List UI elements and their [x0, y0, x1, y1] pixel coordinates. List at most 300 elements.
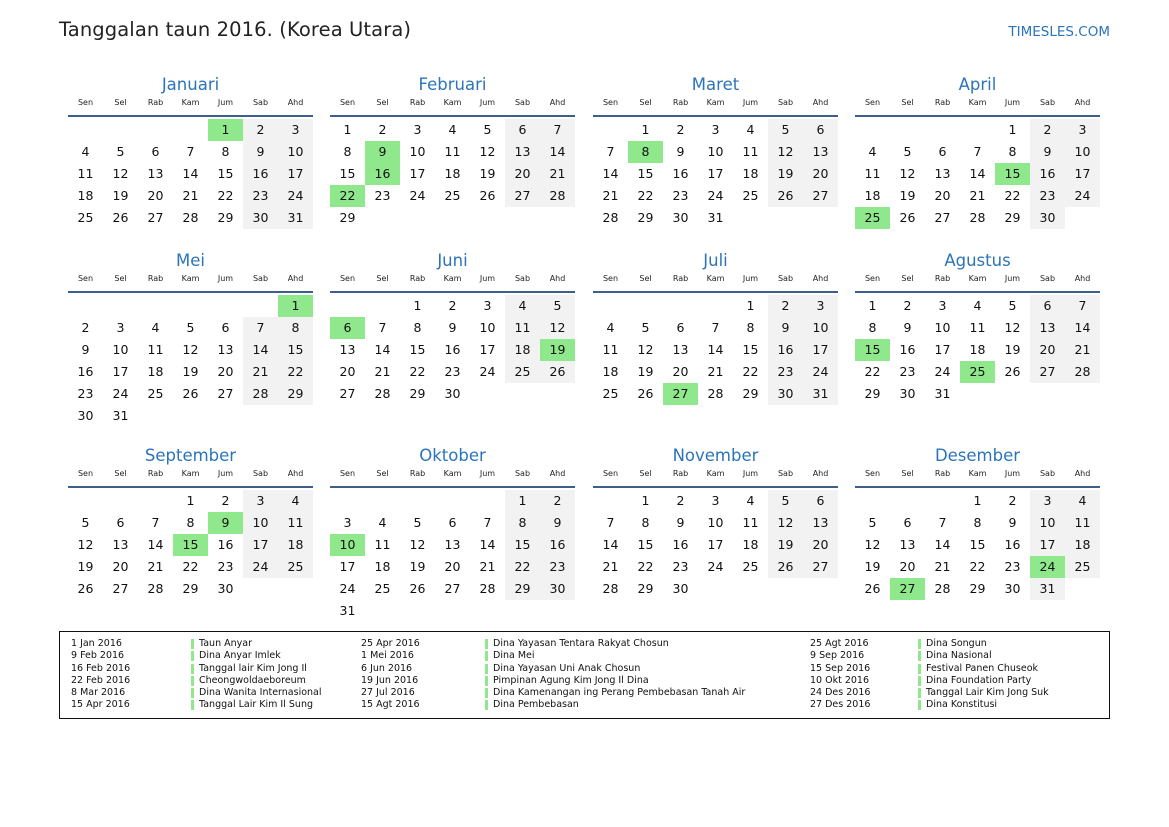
day-cell[interactable]: 10	[278, 141, 313, 163]
day-cell[interactable]: 31	[339, 603, 356, 618]
day-cell[interactable]: 7	[606, 515, 615, 530]
day-cell[interactable]: 14	[707, 342, 724, 357]
day-cell[interactable]: 22	[278, 361, 313, 383]
day-cell[interactable]: 8	[746, 320, 755, 335]
day-cell[interactable]: 17	[409, 166, 426, 181]
day-cell[interactable]: 4	[151, 320, 160, 335]
day-cell[interactable]: 2	[1008, 493, 1017, 508]
day-cell[interactable]: 28	[374, 386, 391, 401]
day-cell[interactable]: 5	[116, 144, 125, 159]
day-cell[interactable]: 20	[899, 559, 916, 574]
day-cell[interactable]: 11	[742, 144, 759, 159]
day-cell[interactable]: 19	[864, 559, 881, 574]
day-cell[interactable]: 2	[676, 493, 685, 508]
day-cell[interactable]: 29	[637, 581, 654, 596]
day-cell[interactable]: 29	[339, 210, 356, 225]
day-cell[interactable]: 27	[934, 210, 951, 225]
day-cell[interactable]: 21	[182, 188, 199, 203]
day-cell[interactable]: 13	[217, 342, 234, 357]
day-cell[interactable]: 15	[637, 537, 654, 552]
holiday-day-cell[interactable]: 9	[208, 512, 243, 534]
day-cell[interactable]: 30	[217, 581, 234, 596]
day-cell[interactable]: 20	[803, 163, 838, 185]
day-cell[interactable]: 17	[707, 537, 724, 552]
day-cell[interactable]: 1	[973, 493, 982, 508]
site-link[interactable]: TIMESLES.COM	[1008, 24, 1110, 40]
day-cell[interactable]: 25	[77, 210, 94, 225]
day-cell[interactable]: 8	[413, 320, 422, 335]
day-cell[interactable]: 24	[803, 361, 838, 383]
day-cell[interactable]: 7	[540, 119, 575, 141]
day-cell[interactable]: 7	[151, 515, 160, 530]
day-cell[interactable]: 20	[672, 364, 689, 379]
day-cell[interactable]: 25	[374, 581, 391, 596]
day-cell[interactable]: 23	[672, 188, 689, 203]
day-cell[interactable]: 31	[803, 383, 838, 405]
day-cell[interactable]: 4	[868, 144, 877, 159]
day-cell[interactable]: 8	[186, 515, 195, 530]
day-cell[interactable]: 25	[278, 556, 313, 578]
day-cell[interactable]: 17	[803, 339, 838, 361]
day-cell[interactable]: 25	[742, 188, 759, 203]
day-cell[interactable]: 21	[374, 364, 391, 379]
day-cell[interactable]: 16	[672, 166, 689, 181]
day-cell[interactable]: 26	[182, 386, 199, 401]
day-cell[interactable]: 8	[868, 320, 877, 335]
holiday-day-cell[interactable]: 16	[365, 163, 400, 185]
day-cell[interactable]: 12	[77, 537, 94, 552]
day-cell[interactable]: 3	[1030, 490, 1065, 512]
day-cell[interactable]: 23	[899, 364, 916, 379]
day-cell[interactable]: 9	[676, 515, 685, 530]
day-cell[interactable]: 18	[602, 364, 619, 379]
day-cell[interactable]: 28	[182, 210, 199, 225]
day-cell[interactable]: 23	[1004, 559, 1021, 574]
day-cell[interactable]: 21	[934, 559, 951, 574]
day-cell[interactable]: 16	[540, 534, 575, 556]
day-cell[interactable]: 15	[339, 166, 356, 181]
day-cell[interactable]: 30	[243, 207, 278, 229]
day-cell[interactable]: 6	[803, 119, 838, 141]
day-cell[interactable]: 4	[448, 122, 457, 137]
day-cell[interactable]: 21	[602, 188, 619, 203]
day-cell[interactable]: 25	[147, 386, 164, 401]
day-cell[interactable]: 28	[707, 386, 724, 401]
day-cell[interactable]: 13	[899, 537, 916, 552]
day-cell[interactable]: 26	[540, 361, 575, 383]
day-cell[interactable]: 26	[1004, 364, 1021, 379]
day-cell[interactable]: 30	[77, 408, 94, 423]
day-cell[interactable]: 30	[672, 210, 689, 225]
day-cell[interactable]: 24	[707, 559, 724, 574]
day-cell[interactable]: 3	[243, 490, 278, 512]
day-cell[interactable]: 6	[1030, 295, 1065, 317]
day-cell[interactable]: 1	[641, 122, 650, 137]
day-cell[interactable]: 26	[77, 581, 94, 596]
day-cell[interactable]: 18	[742, 537, 759, 552]
day-cell[interactable]: 8	[343, 144, 352, 159]
day-cell[interactable]: 26	[479, 188, 496, 203]
day-cell[interactable]: 13	[112, 537, 129, 552]
day-cell[interactable]: 19	[1004, 342, 1021, 357]
day-cell[interactable]: 21	[969, 188, 986, 203]
day-cell[interactable]: 29	[217, 210, 234, 225]
day-cell[interactable]: 24	[479, 364, 496, 379]
day-cell[interactable]: 18	[505, 339, 540, 361]
day-cell[interactable]: 19	[637, 364, 654, 379]
day-cell[interactable]: 11	[444, 144, 461, 159]
day-cell[interactable]: 24	[409, 188, 426, 203]
day-cell[interactable]: 23	[1030, 185, 1065, 207]
day-cell[interactable]: 30	[899, 386, 916, 401]
holiday-day-cell[interactable]: 15	[855, 339, 890, 361]
day-cell[interactable]: 27	[217, 386, 234, 401]
day-cell[interactable]: 16	[899, 342, 916, 357]
day-cell[interactable]: 29	[1004, 210, 1021, 225]
day-cell[interactable]: 27	[803, 556, 838, 578]
day-cell[interactable]: 18	[77, 188, 94, 203]
day-cell[interactable]: 4	[746, 493, 755, 508]
day-cell[interactable]: 17	[1030, 534, 1065, 556]
day-cell[interactable]: 14	[602, 537, 619, 552]
day-cell[interactable]: 20	[217, 364, 234, 379]
day-cell[interactable]: 21	[243, 361, 278, 383]
day-cell[interactable]: 22	[742, 364, 759, 379]
day-cell[interactable]: 3	[1065, 119, 1100, 141]
day-cell[interactable]: 31	[112, 408, 129, 423]
day-cell[interactable]: 12	[1004, 320, 1021, 335]
day-cell[interactable]: 22	[409, 364, 426, 379]
day-cell[interactable]: 31	[1030, 578, 1065, 600]
day-cell[interactable]: 17	[339, 559, 356, 574]
day-cell[interactable]: 20	[803, 534, 838, 556]
day-cell[interactable]: 16	[77, 364, 94, 379]
day-cell[interactable]: 11	[147, 342, 164, 357]
day-cell[interactable]: 29	[182, 581, 199, 596]
day-cell[interactable]: 13	[147, 166, 164, 181]
holiday-day-cell[interactable]: 24	[1030, 556, 1065, 578]
day-cell[interactable]: 8	[973, 515, 982, 530]
day-cell[interactable]: 10	[934, 320, 951, 335]
day-cell[interactable]: 20	[934, 188, 951, 203]
day-cell[interactable]: 28	[1065, 361, 1100, 383]
day-cell[interactable]: 30	[1030, 207, 1065, 229]
day-cell[interactable]: 31	[707, 210, 724, 225]
day-cell[interactable]: 6	[448, 515, 457, 530]
day-cell[interactable]: 21	[540, 163, 575, 185]
day-cell[interactable]: 2	[448, 298, 457, 313]
day-cell[interactable]: 22	[969, 559, 986, 574]
day-cell[interactable]: 25	[1065, 556, 1100, 578]
day-cell[interactable]: 11	[77, 166, 94, 181]
day-cell[interactable]: 7	[186, 144, 195, 159]
day-cell[interactable]: 2	[540, 490, 575, 512]
day-cell[interactable]: 21	[707, 364, 724, 379]
day-cell[interactable]: 16	[1030, 163, 1065, 185]
day-cell[interactable]: 20	[444, 559, 461, 574]
day-cell[interactable]: 19	[409, 559, 426, 574]
day-cell[interactable]: 23	[374, 188, 391, 203]
day-cell[interactable]: 27	[803, 185, 838, 207]
day-cell[interactable]: 23	[768, 361, 803, 383]
day-cell[interactable]: 9	[1008, 515, 1017, 530]
day-cell[interactable]: 16	[672, 537, 689, 552]
day-cell[interactable]: 9	[1030, 141, 1065, 163]
holiday-day-cell[interactable]: 25	[855, 207, 890, 229]
day-cell[interactable]: 9	[903, 320, 912, 335]
day-cell[interactable]: 1	[868, 298, 877, 313]
day-cell[interactable]: 28	[479, 581, 496, 596]
day-cell[interactable]: 11	[374, 537, 391, 552]
day-cell[interactable]: 2	[221, 493, 230, 508]
day-cell[interactable]: 19	[77, 559, 94, 574]
day-cell[interactable]: 14	[969, 166, 986, 181]
day-cell[interactable]: 12	[182, 342, 199, 357]
day-cell[interactable]: 2	[676, 122, 685, 137]
day-cell[interactable]: 10	[112, 342, 129, 357]
day-cell[interactable]: 20	[112, 559, 129, 574]
day-cell[interactable]: 22	[182, 559, 199, 574]
day-cell[interactable]: 5	[868, 515, 877, 530]
day-cell[interactable]: 10	[1065, 141, 1100, 163]
day-cell[interactable]: 4	[505, 295, 540, 317]
day-cell[interactable]: 14	[479, 537, 496, 552]
day-cell[interactable]: 20	[147, 188, 164, 203]
day-cell[interactable]: 28	[602, 581, 619, 596]
day-cell[interactable]: 30	[1004, 581, 1021, 596]
day-cell[interactable]: 19	[899, 188, 916, 203]
day-cell[interactable]: 16	[768, 339, 803, 361]
day-cell[interactable]: 29	[505, 578, 540, 600]
day-cell[interactable]: 18	[742, 166, 759, 181]
day-cell[interactable]: 7	[243, 317, 278, 339]
day-cell[interactable]: 22	[217, 188, 234, 203]
day-cell[interactable]: 18	[864, 188, 881, 203]
day-cell[interactable]: 26	[899, 210, 916, 225]
day-cell[interactable]: 18	[444, 166, 461, 181]
day-cell[interactable]: 23	[217, 559, 234, 574]
day-cell[interactable]: 23	[243, 185, 278, 207]
day-cell[interactable]: 24	[1065, 185, 1100, 207]
day-cell[interactable]: 12	[899, 166, 916, 181]
day-cell[interactable]: 23	[540, 556, 575, 578]
day-cell[interactable]: 16	[444, 342, 461, 357]
day-cell[interactable]: 27	[339, 386, 356, 401]
day-cell[interactable]: 28	[934, 581, 951, 596]
day-cell[interactable]: 15	[217, 166, 234, 181]
day-cell[interactable]: 10	[479, 320, 496, 335]
day-cell[interactable]: 13	[1030, 317, 1065, 339]
day-cell[interactable]: 5	[903, 144, 912, 159]
day-cell[interactable]: 14	[602, 166, 619, 181]
day-cell[interactable]: 29	[969, 581, 986, 596]
day-cell[interactable]: 7	[711, 320, 720, 335]
day-cell[interactable]: 22	[1004, 188, 1021, 203]
day-cell[interactable]: 5	[540, 295, 575, 317]
day-cell[interactable]: 30	[768, 383, 803, 405]
day-cell[interactable]: 28	[969, 210, 986, 225]
day-cell[interactable]: 14	[243, 339, 278, 361]
day-cell[interactable]: 8	[641, 515, 650, 530]
day-cell[interactable]: 2	[1030, 119, 1065, 141]
day-cell[interactable]: 5	[641, 320, 650, 335]
day-cell[interactable]: 8	[1008, 144, 1017, 159]
day-cell[interactable]: 4	[378, 515, 387, 530]
day-cell[interactable]: 6	[221, 320, 230, 335]
day-cell[interactable]: 5	[768, 119, 803, 141]
day-cell[interactable]: 7	[1065, 295, 1100, 317]
day-cell[interactable]: 12	[864, 537, 881, 552]
day-cell[interactable]: 11	[278, 512, 313, 534]
day-cell[interactable]: 3	[483, 298, 492, 313]
day-cell[interactable]: 14	[540, 141, 575, 163]
day-cell[interactable]: 13	[803, 141, 838, 163]
day-cell[interactable]: 9	[243, 141, 278, 163]
day-cell[interactable]: 24	[278, 185, 313, 207]
day-cell[interactable]: 14	[374, 342, 391, 357]
day-cell[interactable]: 10	[243, 512, 278, 534]
holiday-day-cell[interactable]: 15	[173, 534, 208, 556]
holiday-day-cell[interactable]: 1	[278, 295, 313, 317]
day-cell[interactable]: 24	[112, 386, 129, 401]
day-cell[interactable]: 6	[116, 515, 125, 530]
day-cell[interactable]: 5	[1008, 298, 1017, 313]
day-cell[interactable]: 1	[413, 298, 422, 313]
day-cell[interactable]: 27	[1030, 361, 1065, 383]
day-cell[interactable]: 22	[637, 559, 654, 574]
day-cell[interactable]: 17	[278, 163, 313, 185]
day-cell[interactable]: 1	[1008, 122, 1017, 137]
day-cell[interactable]: 21	[602, 559, 619, 574]
day-cell[interactable]: 28	[602, 210, 619, 225]
day-cell[interactable]: 8	[505, 512, 540, 534]
day-cell[interactable]: 2	[243, 119, 278, 141]
day-cell[interactable]: 24	[339, 581, 356, 596]
day-cell[interactable]: 29	[637, 210, 654, 225]
day-cell[interactable]: 20	[505, 163, 540, 185]
day-cell[interactable]: 26	[768, 556, 803, 578]
day-cell[interactable]: 6	[151, 144, 160, 159]
day-cell[interactable]: 29	[409, 386, 426, 401]
day-cell[interactable]: 13	[339, 342, 356, 357]
day-cell[interactable]: 4	[1065, 490, 1100, 512]
day-cell[interactable]: 25	[444, 188, 461, 203]
holiday-day-cell[interactable]: 27	[890, 578, 925, 600]
day-cell[interactable]: 19	[182, 364, 199, 379]
day-cell[interactable]: 7	[973, 144, 982, 159]
day-cell[interactable]: 6	[903, 515, 912, 530]
day-cell[interactable]: 18	[374, 559, 391, 574]
day-cell[interactable]: 22	[505, 556, 540, 578]
day-cell[interactable]: 3	[803, 295, 838, 317]
day-cell[interactable]: 12	[637, 342, 654, 357]
day-cell[interactable]: 19	[112, 188, 129, 203]
day-cell[interactable]: 31	[278, 207, 313, 229]
day-cell[interactable]: 12	[540, 317, 575, 339]
day-cell[interactable]: 1	[641, 493, 650, 508]
day-cell[interactable]: 6	[938, 144, 947, 159]
day-cell[interactable]: 26	[409, 581, 426, 596]
day-cell[interactable]: 14	[934, 537, 951, 552]
day-cell[interactable]: 30	[540, 578, 575, 600]
day-cell[interactable]: 27	[112, 581, 129, 596]
day-cell[interactable]: 19	[479, 166, 496, 181]
day-cell[interactable]: 19	[768, 163, 803, 185]
day-cell[interactable]: 11	[1065, 512, 1100, 534]
day-cell[interactable]: 23	[672, 559, 689, 574]
day-cell[interactable]: 12	[768, 141, 803, 163]
day-cell[interactable]: 22	[637, 188, 654, 203]
holiday-day-cell[interactable]: 1	[208, 119, 243, 141]
day-cell[interactable]: 10	[1030, 512, 1065, 534]
day-cell[interactable]: 20	[1030, 339, 1065, 361]
day-cell[interactable]: 24	[707, 188, 724, 203]
day-cell[interactable]: 23	[444, 364, 461, 379]
holiday-day-cell[interactable]: 25	[960, 361, 995, 383]
day-cell[interactable]: 10	[409, 144, 426, 159]
day-cell[interactable]: 8	[221, 144, 230, 159]
day-cell[interactable]: 16	[243, 163, 278, 185]
day-cell[interactable]: 15	[278, 339, 313, 361]
day-cell[interactable]: 12	[768, 512, 803, 534]
day-cell[interactable]: 27	[505, 185, 540, 207]
day-cell[interactable]: 13	[803, 512, 838, 534]
day-cell[interactable]: 30	[444, 386, 461, 401]
day-cell[interactable]: 29	[742, 386, 759, 401]
day-cell[interactable]: 5	[413, 515, 422, 530]
day-cell[interactable]: 1	[343, 122, 352, 137]
day-cell[interactable]: 11	[602, 342, 619, 357]
day-cell[interactable]: 11	[742, 515, 759, 530]
day-cell[interactable]: 6	[803, 490, 838, 512]
day-cell[interactable]: 29	[864, 386, 881, 401]
day-cell[interactable]: 2	[81, 320, 90, 335]
day-cell[interactable]: 7	[483, 515, 492, 530]
day-cell[interactable]: 5	[768, 490, 803, 512]
day-cell[interactable]: 12	[479, 144, 496, 159]
day-cell[interactable]: 29	[278, 383, 313, 405]
day-cell[interactable]: 6	[676, 320, 685, 335]
day-cell[interactable]: 3	[343, 515, 352, 530]
holiday-day-cell[interactable]: 22	[330, 185, 365, 207]
day-cell[interactable]: 26	[112, 210, 129, 225]
day-cell[interactable]: 7	[938, 515, 947, 530]
day-cell[interactable]: 5	[483, 122, 492, 137]
day-cell[interactable]: 24	[243, 556, 278, 578]
day-cell[interactable]: 14	[182, 166, 199, 181]
day-cell[interactable]: 6	[505, 119, 540, 141]
day-cell[interactable]: 2	[903, 298, 912, 313]
day-cell[interactable]: 28	[540, 185, 575, 207]
day-cell[interactable]: 14	[1065, 317, 1100, 339]
day-cell[interactable]: 3	[938, 298, 947, 313]
day-cell[interactable]: 8	[278, 317, 313, 339]
day-cell[interactable]: 4	[81, 144, 90, 159]
day-cell[interactable]: 3	[711, 122, 720, 137]
day-cell[interactable]: 22	[864, 364, 881, 379]
day-cell[interactable]: 25	[602, 386, 619, 401]
day-cell[interactable]: 26	[864, 581, 881, 596]
holiday-day-cell[interactable]: 15	[995, 163, 1030, 185]
day-cell[interactable]: 10	[803, 317, 838, 339]
day-cell[interactable]: 28	[147, 581, 164, 596]
day-cell[interactable]: 9	[676, 144, 685, 159]
day-cell[interactable]: 13	[672, 342, 689, 357]
day-cell[interactable]: 16	[1004, 537, 1021, 552]
day-cell[interactable]: 11	[864, 166, 881, 181]
day-cell[interactable]: 2	[378, 122, 387, 137]
day-cell[interactable]: 3	[116, 320, 125, 335]
